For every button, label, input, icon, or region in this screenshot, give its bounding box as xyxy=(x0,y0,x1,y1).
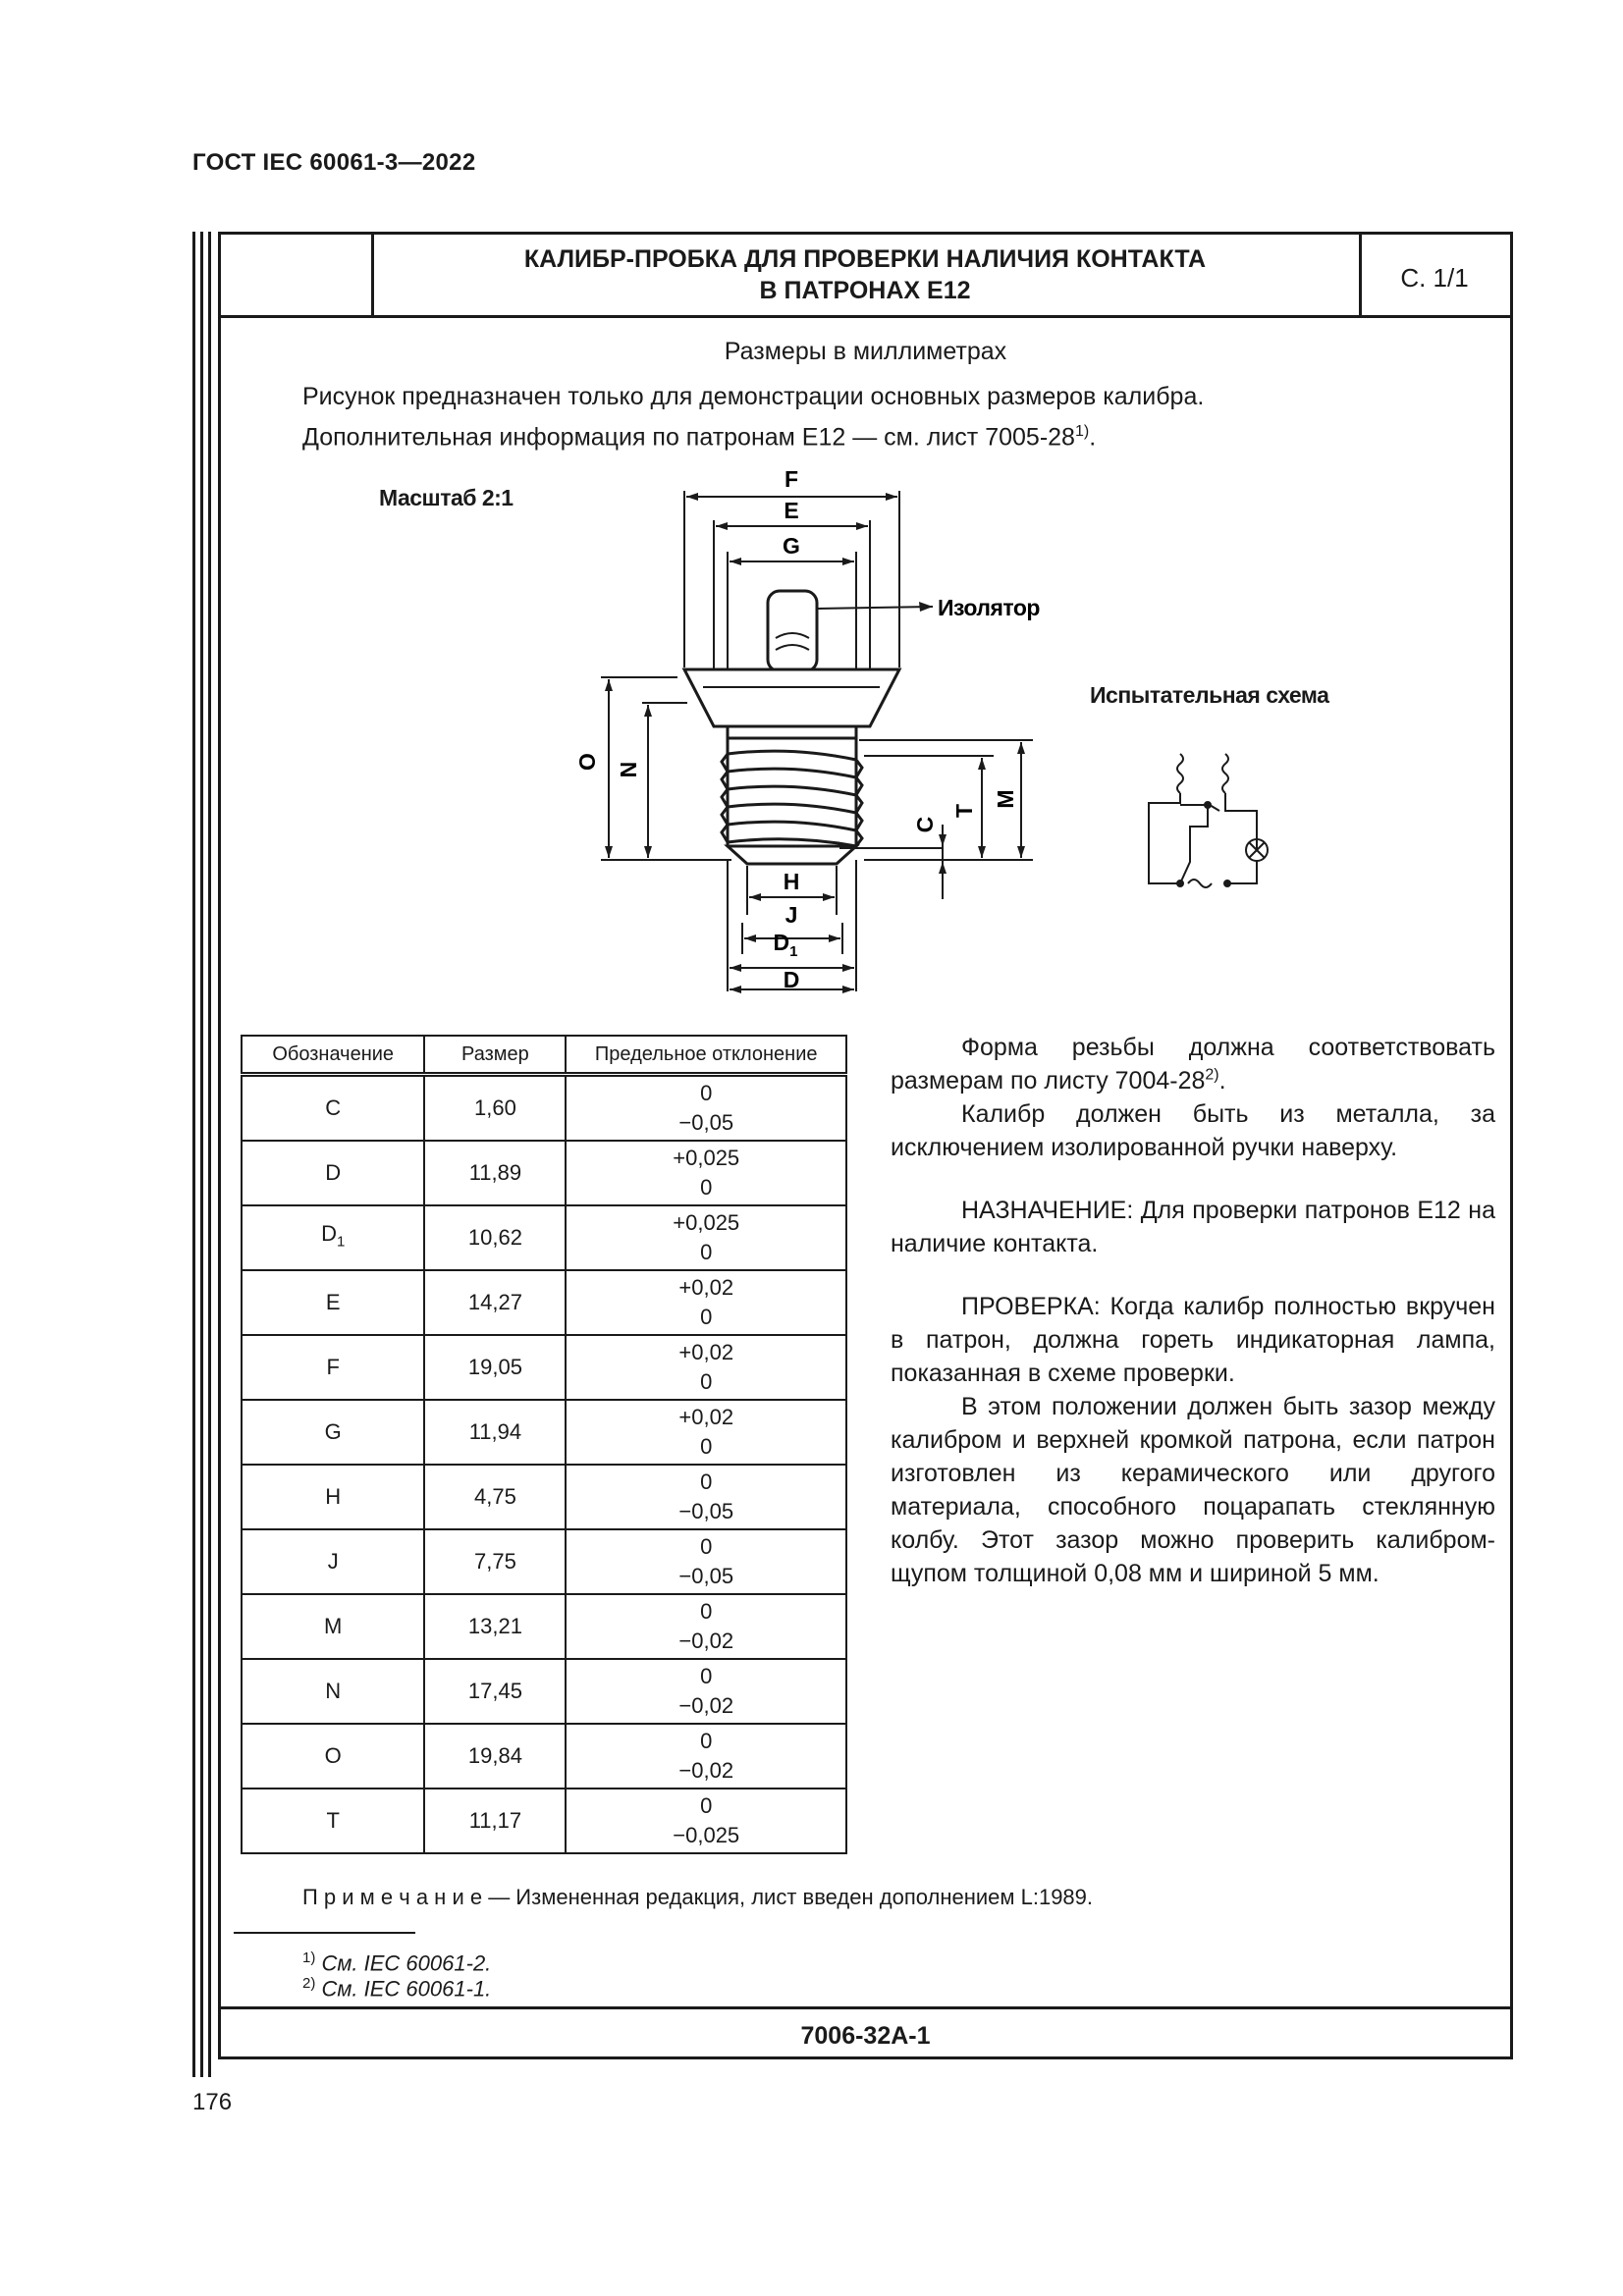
cell-tolerance xyxy=(566,1141,846,1205)
tolerance-lower: 0 xyxy=(700,1369,713,1394)
sheet-reference: С. 1/1 xyxy=(1400,263,1469,293)
tolerance-lower: 0 xyxy=(700,1240,713,1264)
symbol-letter: D xyxy=(325,1160,342,1185)
cell-tolerance xyxy=(566,1400,846,1465)
cell-symbol xyxy=(242,1141,424,1205)
symbol-letter: D xyxy=(321,1220,337,1246)
table-row xyxy=(242,1529,846,1594)
symbol-letter: E xyxy=(325,1290,341,1314)
cell-size: 14,27 xyxy=(424,1270,566,1335)
cell-size: 17,45 xyxy=(424,1659,566,1724)
cell-tolerance xyxy=(566,1335,846,1400)
tolerance-lower: −0,02 xyxy=(678,1629,734,1653)
symbol-letter: T xyxy=(326,1808,340,1833)
requirements-text xyxy=(891,1031,1495,1590)
units-note: Размеры в миллиметрах xyxy=(724,338,1007,365)
cell-size: 7,75 xyxy=(424,1529,566,1594)
cell-symbol xyxy=(242,1594,424,1659)
symbol-letter: N xyxy=(325,1679,342,1703)
intro-line2: Дополнительная информация по патронам Е12 — см. лист 7005-28$^{1)}$. xyxy=(302,423,1097,452)
cell-tolerance xyxy=(566,1075,846,1142)
footnote-text: См. IEC 60061-2. xyxy=(315,1950,492,1976)
paragraph-end: . xyxy=(1218,1067,1226,1095)
dim-label-d1-letter: D xyxy=(773,930,790,955)
column-header: Размер xyxy=(424,1036,566,1075)
dim-label-d: D xyxy=(783,967,800,992)
table-row xyxy=(242,1141,846,1205)
tolerance-upper: +0,025 xyxy=(673,1210,740,1235)
footnote-mark: 1) xyxy=(1074,423,1090,440)
symbol-letter: F xyxy=(326,1355,340,1379)
tolerance-lower: −0,05 xyxy=(678,1110,734,1135)
dim-label-t: T xyxy=(951,803,977,819)
cell-size: 13,21 xyxy=(424,1594,566,1659)
table-row xyxy=(242,1594,846,1659)
dim-label-j: J xyxy=(784,902,798,928)
tolerance-lower: 0 xyxy=(700,1434,713,1459)
cell-size: 11,94 xyxy=(424,1400,566,1465)
dim-label-d1-sub: 1 xyxy=(789,943,798,960)
dimensions-table xyxy=(241,1035,847,1854)
cell-size: 19,05 xyxy=(424,1335,566,1400)
footnote-text: См. IEC 60061-1. xyxy=(315,1976,492,2002)
footer-divider xyxy=(218,2006,1513,2009)
cell-size: 1,60 xyxy=(424,1075,566,1142)
tolerance-lower: −0,02 xyxy=(678,1693,734,1718)
sheet-title-line2: В ПАТРОНАХ Е12 xyxy=(759,277,971,304)
tolerance-lower: 0 xyxy=(700,1175,713,1200)
symbol-letter: G xyxy=(324,1419,342,1444)
intro-line2-text: Дополнительная информация по патронам Е12 — см. лист 7005-28 xyxy=(302,423,1075,452)
cell-tolerance xyxy=(566,1789,846,1853)
paragraph-check: ПРОВЕРКА: Когда калибр полностью вкручен в патрон, должна гореть индикаторная лампа, показанная в схеме проверки. xyxy=(891,1293,1495,1387)
cell-size: 19,84 xyxy=(424,1724,566,1789)
tolerance-upper: 0 xyxy=(700,1729,713,1753)
cell-symbol xyxy=(242,1335,424,1400)
margin-bar xyxy=(208,232,211,2077)
cell-symbol xyxy=(242,1400,424,1465)
table-row xyxy=(242,1270,846,1335)
dim-label-d1 xyxy=(774,930,798,960)
table-row xyxy=(242,1659,846,1724)
intro-line1: Рисунок предназначен только для демонстрации основных размеров калибра. xyxy=(302,383,1205,410)
table-row xyxy=(242,1335,846,1400)
tolerance-upper: 0 xyxy=(700,1534,713,1559)
footnote xyxy=(302,1975,491,2002)
symbol-letter: O xyxy=(324,1743,342,1768)
footnote-mark: 2) xyxy=(1205,1066,1219,1084)
cell-size: 11,17 xyxy=(424,1789,566,1853)
dim-label-n: N xyxy=(616,761,641,778)
table-row xyxy=(242,1075,846,1142)
test-circuit-title: Испытательная схема xyxy=(1090,682,1329,708)
cell-tolerance xyxy=(566,1465,846,1529)
tolerance-lower: −0,05 xyxy=(678,1499,734,1523)
cell-size: 4,75 xyxy=(424,1465,566,1529)
table-row xyxy=(242,1400,846,1465)
tolerance-upper: +0,02 xyxy=(678,1275,734,1300)
tolerance-upper: 0 xyxy=(700,1664,713,1688)
table-body xyxy=(242,1075,846,1854)
tolerance-lower: −0,05 xyxy=(678,1564,734,1588)
insulator-label: Изолятор xyxy=(938,595,1040,620)
dim-label-o: O xyxy=(574,753,600,771)
table-row xyxy=(242,1789,846,1853)
footnote-mark: 1) xyxy=(302,1949,316,1966)
title-divider xyxy=(218,315,1513,318)
cell-tolerance xyxy=(566,1724,846,1789)
table-row xyxy=(242,1724,846,1789)
cell-tolerance xyxy=(566,1659,846,1724)
symbol-letter: C xyxy=(325,1095,342,1120)
cell-symbol xyxy=(242,1075,424,1142)
column-header: Предельное отклонение xyxy=(566,1036,846,1075)
intro-text xyxy=(302,379,1204,454)
standard-designation: ГОСТ IEC 60061-3—2022 xyxy=(192,149,476,176)
cell-symbol xyxy=(242,1465,424,1529)
paragraph-gap-check: В этом положении должен быть зазор между калибром и верхней кромкой патрона, если патрон изготовлен из керамического или другого материала, способного поцарапать стеклянную колбу. Этот зазор можно проверить калибром-щупом толщиной 0,08 мм и шириной 5 мм. xyxy=(891,1393,1495,1587)
sheet-code: 7006-32A-1 xyxy=(800,2022,931,2050)
gauge-drawing xyxy=(550,452,1100,1001)
symbol-subscript: 1 xyxy=(336,1233,346,1251)
column-header: Обозначение xyxy=(242,1036,424,1075)
cell-size: 10,62 xyxy=(424,1205,566,1270)
sheet-title xyxy=(371,243,1359,306)
footnote xyxy=(302,1949,491,1976)
symbol-letter: H xyxy=(325,1484,342,1509)
dim-label-h: H xyxy=(783,869,800,894)
table-row xyxy=(242,1465,846,1529)
tolerance-lower: −0,025 xyxy=(673,1823,740,1847)
paragraph-thread-form-text: Форма резьбы должна соответствовать размерам по листу 7004-28 xyxy=(891,1034,1495,1095)
tolerance-lower: 0 xyxy=(700,1305,713,1329)
symbol-letter: J xyxy=(327,1549,339,1574)
scale-label: Масштаб 2:1 xyxy=(379,485,514,510)
paragraph-purpose: НАЗНАЧЕНИЕ: Для проверки патронов Е12 на наличие контакта. xyxy=(891,1197,1495,1257)
table-header-row xyxy=(242,1036,846,1075)
dim-label-f: F xyxy=(784,466,799,492)
tolerance-upper: +0,02 xyxy=(678,1340,734,1364)
cell-symbol xyxy=(242,1205,424,1270)
tolerance-upper: +0,02 xyxy=(678,1405,734,1429)
cell-symbol xyxy=(242,1270,424,1335)
sheet-title-line1: КАЛИБР-ПРОБКА ДЛЯ ПРОВЕРКИ НАЛИЧИЯ КОНТАКТА xyxy=(523,245,1207,273)
cell-tolerance xyxy=(566,1594,846,1659)
tolerance-lower: −0,02 xyxy=(678,1758,734,1783)
footnote-separator xyxy=(234,1932,415,1934)
dim-label-m: M xyxy=(993,789,1018,809)
note-text: П р и м е ч а н и е — Измененная редакция, лист введен дополнением L:1989. xyxy=(302,1885,1094,1909)
table-row xyxy=(242,1205,846,1270)
margin-bar xyxy=(200,232,203,2077)
cell-symbol xyxy=(242,1789,424,1853)
cell-symbol xyxy=(242,1724,424,1789)
cell-tolerance xyxy=(566,1529,846,1594)
tolerance-upper: +0,025 xyxy=(673,1146,740,1170)
test-circuit-diagram xyxy=(1129,738,1286,895)
tolerance-upper: 0 xyxy=(700,1469,713,1494)
cell-symbol xyxy=(242,1529,424,1594)
paragraph-material: Калибр должен быть из металла, за исключением изолированной ручки наверху. xyxy=(891,1100,1495,1161)
page-number: 176 xyxy=(192,2089,233,2115)
cell-tolerance xyxy=(566,1270,846,1335)
tolerance-upper: 0 xyxy=(700,1793,713,1818)
paragraph-thread-form xyxy=(891,1031,1495,1097)
tolerance-upper: 0 xyxy=(700,1599,713,1624)
footnote-mark: 2) xyxy=(302,1975,316,1992)
symbol-letter: M xyxy=(324,1614,343,1638)
margin-bar xyxy=(192,232,195,2077)
cell-size: 11,89 xyxy=(424,1141,566,1205)
cell-symbol xyxy=(242,1659,424,1724)
cell-tolerance xyxy=(566,1205,846,1270)
dim-label-g: G xyxy=(783,533,800,559)
dim-label-c: C xyxy=(912,816,938,833)
tolerance-upper: 0 xyxy=(700,1081,713,1105)
dim-label-e: E xyxy=(784,498,799,523)
